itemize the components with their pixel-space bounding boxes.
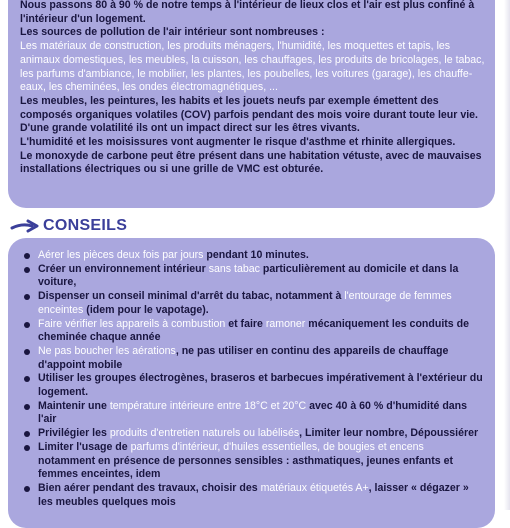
conseil-text: Limiter l'usage de xyxy=(38,440,131,453)
conseil-text: , laisser « dégazer » les meubles quelques mois xyxy=(38,481,469,508)
conseil-text: et faire xyxy=(225,317,266,330)
conseil-item xyxy=(24,263,483,290)
bullet-icon xyxy=(24,267,30,273)
highlight-text: Faire vérifier les appareils à combustion xyxy=(38,317,226,330)
highlight-text: produits d'entretien naturels ou labélisés xyxy=(109,427,300,440)
conseil-text: Dispenser un conseil minimal d'arrêt du tabac, notamment à xyxy=(38,290,345,303)
bullet-icon xyxy=(24,322,30,328)
conseil-text: Bien aérer pendant des travaux, choisir des xyxy=(38,481,261,494)
conseil-text: Créer un environnement intérieur xyxy=(38,262,209,275)
intro-panel xyxy=(8,0,495,208)
conseil-text: Utiliser les groupes électrogènes, braseros et barbecues impérativement à l'extérieur du logement. xyxy=(38,372,483,399)
humidity-paragraph: L'humidité et les moisissures vont augmenter le risque d'asthme et rhinite allergiques. xyxy=(20,136,456,149)
conseil-text: Privilégier les xyxy=(38,427,110,440)
highlight-text: température intérieure entre 18°C et 20°C xyxy=(109,399,307,412)
monoxide-paragraph: Le monoxyde de carbone peut être présent dans une habitation vétuste, avec de mauvaises installations électriques ou si une grille de VMC est obturée. xyxy=(20,149,482,176)
conseil-item xyxy=(24,290,483,317)
conseils-header xyxy=(10,215,127,237)
conseil-text: pendant 10 minutes. xyxy=(203,249,309,261)
sources-lead: Les sources de pollution de l'air intérieur sont nombreuses : xyxy=(20,26,325,39)
highlight-text: sans tabac xyxy=(208,262,260,275)
bullet-icon xyxy=(24,445,30,451)
conseil-item xyxy=(24,345,483,372)
conseils-title: CONSEILS xyxy=(43,217,128,234)
conseil-item xyxy=(24,400,483,427)
conseil-item xyxy=(24,249,483,263)
conseils-list xyxy=(24,249,483,509)
bullet-icon xyxy=(24,404,30,410)
highlight-text: matériaux étiquetés A+ xyxy=(260,481,369,494)
conseil-text: (idem pour le vapotage). xyxy=(83,303,209,316)
cov-paragraph: Les meubles, les peintures, les habits et les jouets neufs par exemple émettent des composés organiques volatiles (COV) parfois pendant des mois voire durant toute leur vie. D'une grande volatilité ils ont un impact direct sur les êtres vivants. xyxy=(20,94,478,135)
conseil-text: avec 40 à 60 % d'humidité dans l'air xyxy=(38,399,468,426)
bullet-icon xyxy=(24,376,30,382)
conseil-item xyxy=(24,318,483,345)
highlight-text: l'entourage de femmes enceintes xyxy=(38,290,452,316)
conseil-text: Maintenir une xyxy=(38,399,110,412)
conseil-item xyxy=(24,441,483,482)
scan-edge xyxy=(504,0,510,510)
sources-list: Les matériaux de construction, les produits ménagers, l'humidité, les moquettes et tapis, les animaux domestiques, les meubles, la cuisson, les chauffages, les produits de bricolages, le tabac, les parfums d'ambiance, le mobilier, les plantes, les poubelles, les voitures (garage), les chauffe-eaux, les cheminées, les ondes électromagnétiques, ... xyxy=(20,40,485,94)
conseil-text: , Limiter leur nombre, Dépoussiérer xyxy=(299,427,479,440)
intro-line: Nous passons 80 à 90 % de notre temps à l'intérieur de lieux clos et l'air est plus confiné à l'intérieur d'un logement. xyxy=(20,0,475,25)
conseil-text: , ne pas utiliser en continu des appareils de chauffage d'appoint mobile xyxy=(38,344,449,371)
conseil-item xyxy=(24,482,483,509)
conseil-item xyxy=(24,372,483,399)
bullet-icon xyxy=(24,349,30,355)
highlight-text: Ne pas boucher les aérations xyxy=(38,344,176,357)
bullet-icon xyxy=(24,294,30,300)
conseil-text: notamment en présence de personnes sensibles : asthmatiques, jeunes enfants et femmes enceintes, idem xyxy=(38,454,454,481)
highlight-text: parfums d'intérieur, d'huiles essentielles, de bougies et encens xyxy=(130,440,424,453)
conseils-panel xyxy=(8,238,495,528)
conseil-text: mécaniquement les conduits de cheminée chaque année xyxy=(38,317,469,344)
arrow-right-icon xyxy=(10,219,40,233)
highlight-text: ramoner xyxy=(265,317,306,330)
conseil-item xyxy=(24,427,483,441)
bullet-icon xyxy=(24,253,30,259)
conseil-text: particulièrement au domicile et dans la voiture, xyxy=(38,262,459,289)
highlight-text: Aérer les pièces deux fois par jours xyxy=(38,249,204,261)
bullet-icon xyxy=(24,431,30,437)
bullet-icon xyxy=(24,486,30,492)
